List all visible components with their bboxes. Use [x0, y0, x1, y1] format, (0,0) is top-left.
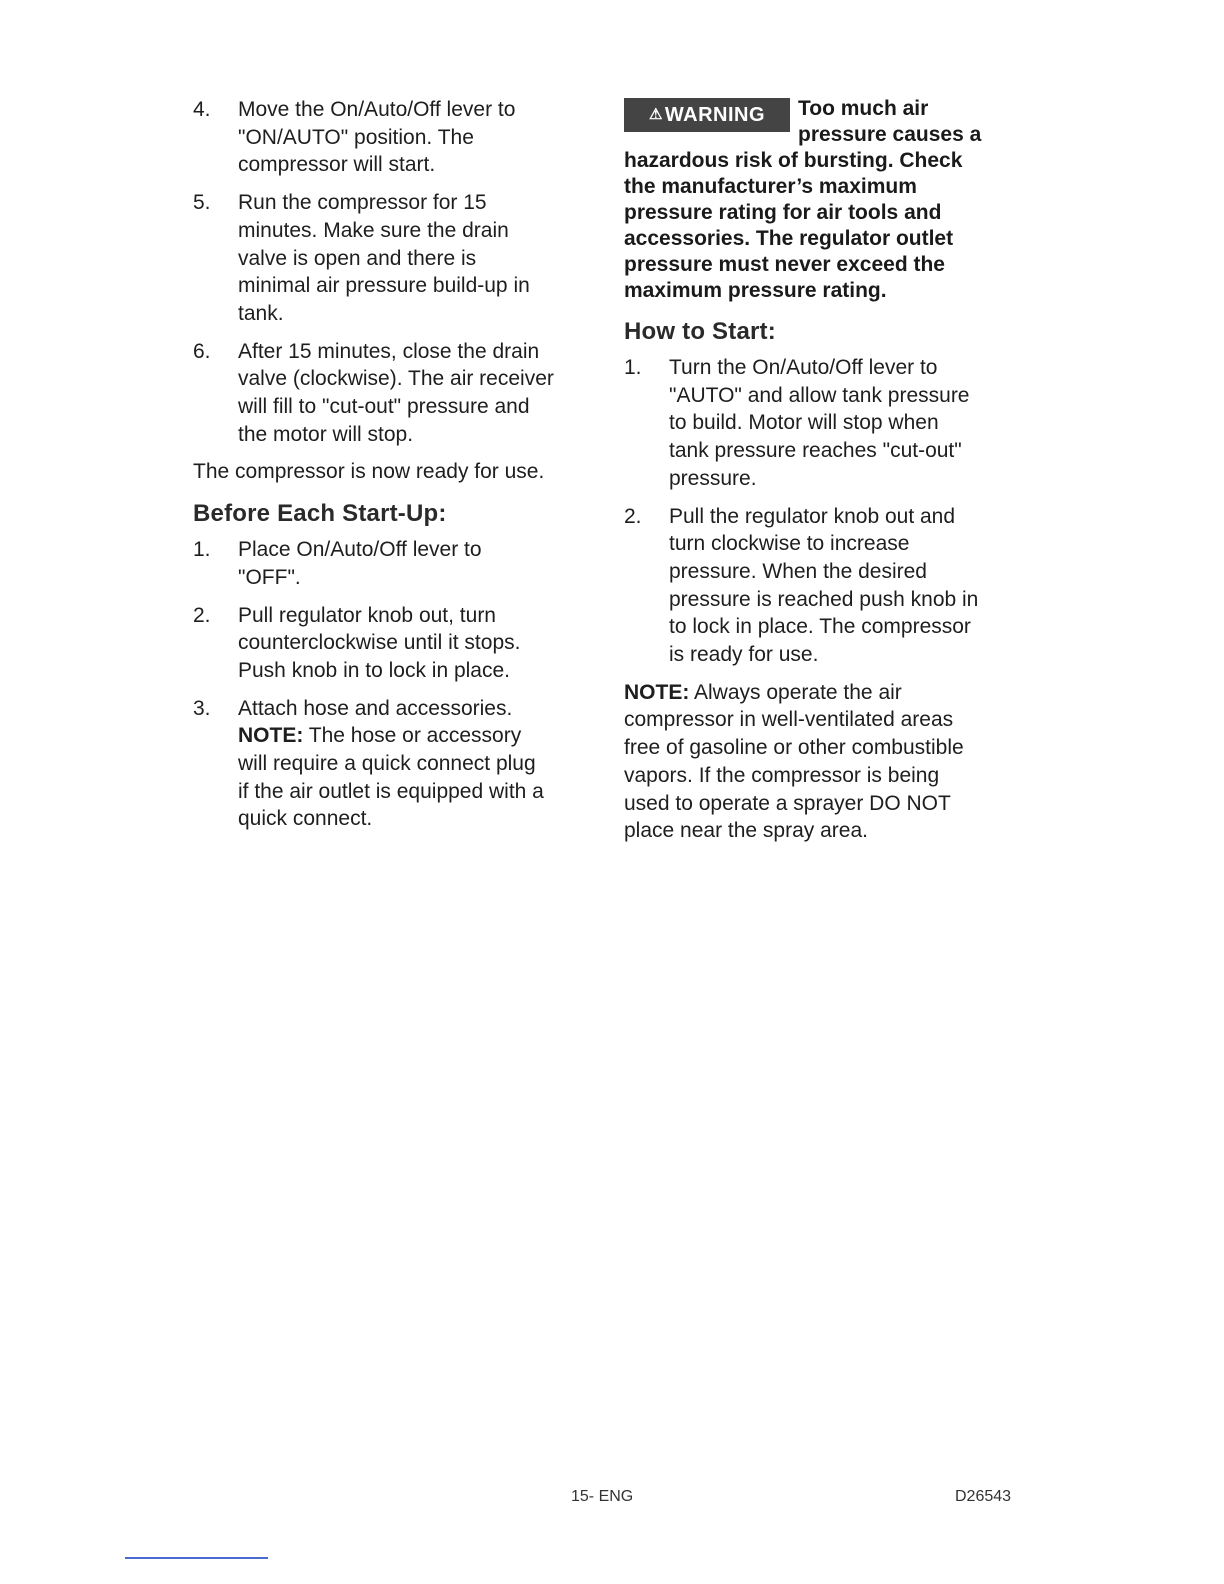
ready-text: The compressor is now ready for use.	[193, 460, 545, 484]
step-text: After 15 minutes, close the drain valve (clockwise). The air receiver will fill to "cut-out" pressure and the motor will stop.	[238, 339, 554, 446]
step-number: 1.	[624, 356, 642, 379]
list-item	[193, 695, 598, 834]
document-code: D26543	[955, 1488, 1012, 1505]
step-text: Move the On/Auto/Off lever to "ON/AUTO" position. The compressor will start.	[238, 98, 516, 177]
step-text-part: Attach hose and accessories.	[238, 696, 513, 720]
step-number: 2.	[193, 603, 211, 627]
list-item	[193, 189, 598, 328]
note-label: NOTE:	[238, 724, 304, 748]
step-number: 6.	[193, 339, 211, 363]
section-heading-before-start: Before Each Start-Up:	[193, 500, 447, 528]
step-text: Turn the On/Auto/Off lever to "AUTO" and allow tank pressure to build. Motor will stop when tank pressure reaches "cut-out" pressure.	[669, 356, 970, 490]
note-text: Always operate the air compressor in well-ventilated areas free of gasoline or other combustible vapors. If the compressor is being used to operate a sprayer DO NOT place near the spray area.	[624, 680, 964, 843]
step-number: 2.	[624, 504, 642, 528]
step-list-start	[624, 354, 1024, 669]
warning-text: hazardous risk of bursting. Check the manufacturer’s maximum pressure rating for air tools and accessories. The regulator outlet pressure must never exceed the maximum pressure rating.	[624, 149, 963, 302]
warning-badge	[624, 98, 790, 132]
left-column	[193, 96, 598, 843]
step-text	[238, 695, 598, 834]
bottom-divider	[125, 1557, 268, 1559]
list-item	[193, 96, 598, 179]
step-number: 1.	[193, 538, 211, 562]
list-item	[193, 602, 598, 685]
warning-heading: Too much air pressure causes a	[798, 97, 982, 146]
list-item	[193, 536, 598, 591]
warning-badge-label: WARNING	[664, 104, 766, 126]
step-list-b	[193, 536, 598, 833]
list-item	[624, 354, 1024, 493]
step-text: Pull the regulator knob out and turn clockwise to increase pressure. When the desired pressure is reached push knob in to lock in place. The compressor is ready for use.	[669, 504, 979, 667]
page-number: 15- ENG	[571, 1488, 634, 1505]
right-column	[624, 96, 1024, 845]
step-text-part: The hose or accessory will require a quick connect plug if the air outlet is equipped with a quick connect.	[238, 724, 544, 831]
warning-block	[624, 96, 1024, 304]
note-label: NOTE:	[624, 680, 690, 704]
section-heading-how-to-start: How to Start:	[624, 318, 776, 345]
step-list-a	[193, 96, 598, 448]
list-item	[624, 503, 1024, 669]
step-text: Pull regulator knob out, turn counterclockwise until it stops. Push knob in to lock in place.	[238, 603, 521, 682]
warning-triangle-icon: ⚠	[648, 106, 663, 123]
list-item	[193, 338, 598, 449]
note-paragraph	[624, 679, 1024, 845]
step-number: 3.	[193, 696, 211, 720]
step-text: Place On/Auto/Off lever to "OFF".	[238, 538, 482, 589]
step-text: Run the compressor for 15 minutes. Make sure the drain valve is open and there is minimal air pressure build-up in tank.	[238, 191, 530, 325]
step-number: 4.	[193, 98, 211, 121]
step-number: 5.	[193, 191, 211, 215]
